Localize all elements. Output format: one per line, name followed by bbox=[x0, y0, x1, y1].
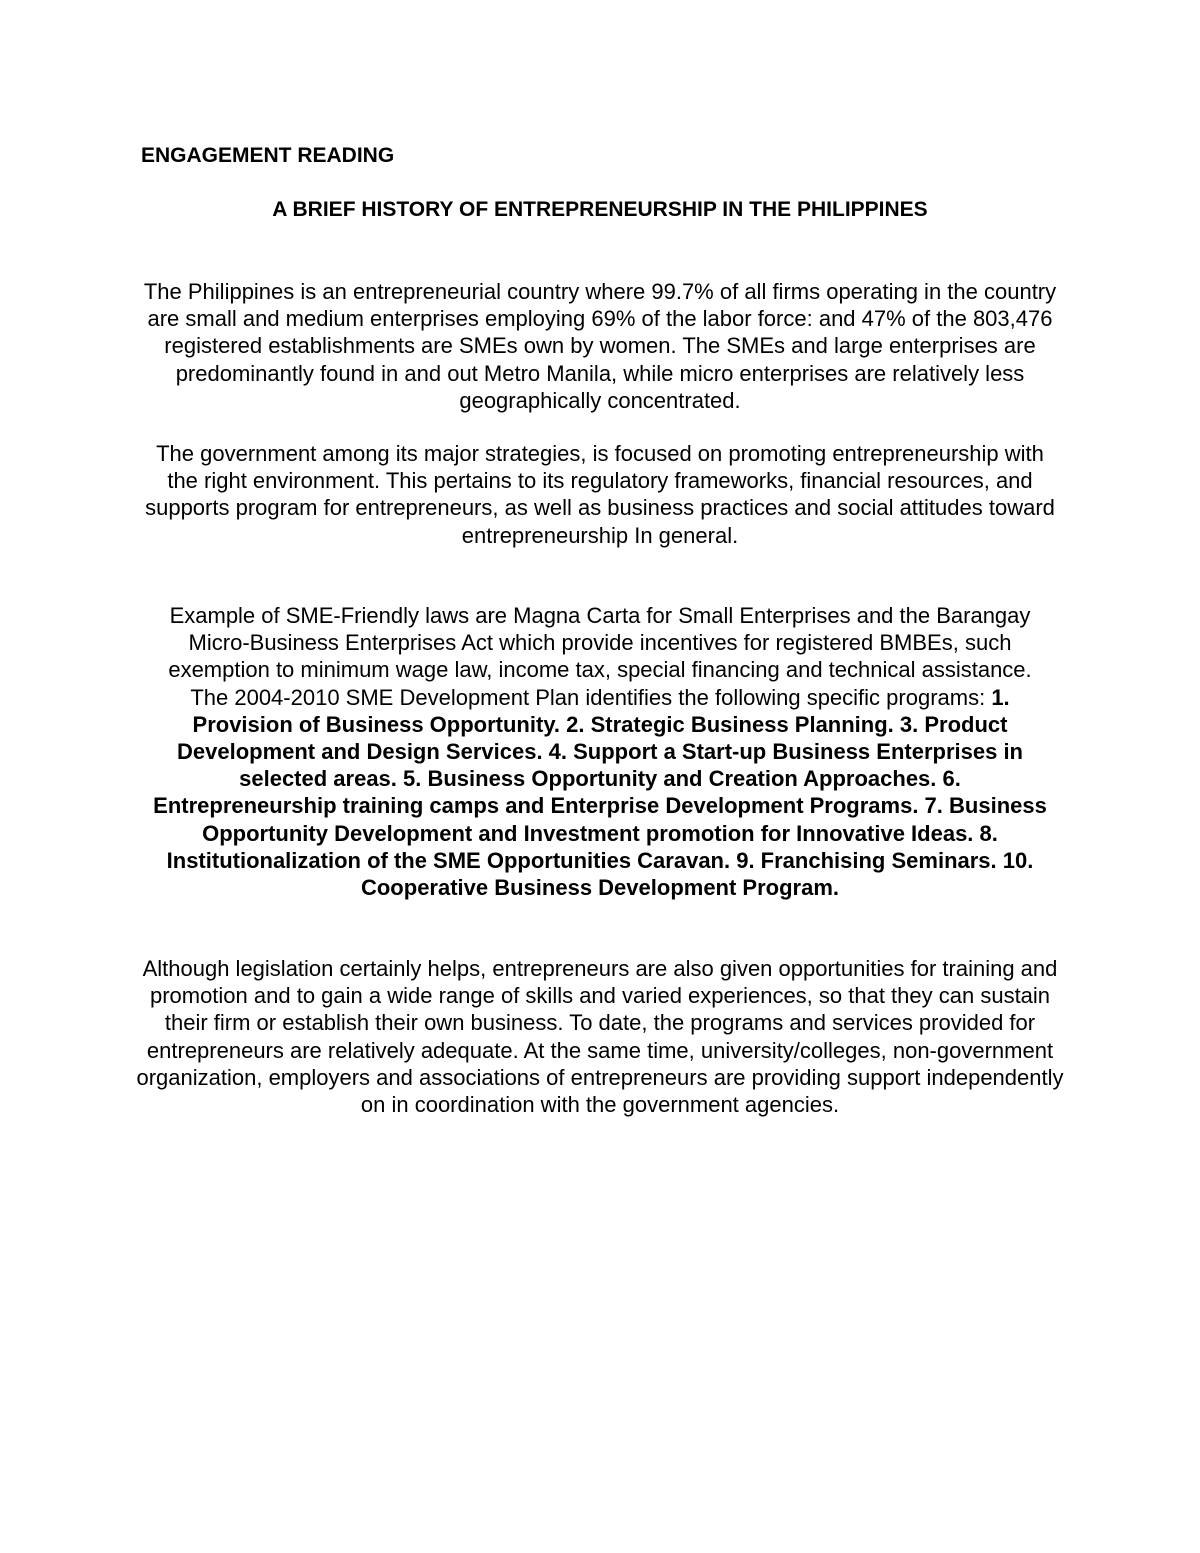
document-title: A BRIEF HISTORY OF ENTREPRENEURSHIP IN THE PHILIPPINES bbox=[272, 198, 928, 221]
paragraph-sme-statistics: The Philippines is an entrepreneurial country where 99.7% of all firms operating in the country are small and medium enterprises employing 69% of the labor force: and 47% of the 803,476 registered establishments are SMEs own by women. The SMEs and large enterprises are predominantly found in and out Metro Manila, while micro enterprises are relatively less geographically concentrated. bbox=[143, 279, 1057, 413]
sme-programs-list-text: 1. Provision of Business Opportunity. 2. Strategic Business Planning. 3. Product Development and Design Services. 4. Support a Start-up Business Enterprises in selected areas. 5. Business Opportunity and Creation Approaches. 6. Entrepreneurship training camps and Enterprise Development Programs. 7. Business Opportunity Development and Investment promotion for Innovative Ideas. 8. Institutionalization of the SME Opportunities Caravan. 9. Franchising Seminars. 10. Cooperative Business Development Program. bbox=[153, 684, 1047, 901]
paragraph-government-strategies: The government among its major strategies, is focused on promoting entrepreneurship with the right environment. This pertains to its regulatory frameworks, financial resources, and supports program for entrepreneurs, as well as business practices and social attitudes toward entrepreneurship In general. bbox=[145, 441, 1055, 548]
paragraph-legislation-support: Although legislation certainly helps, entrepreneurs are also given opportunities for training and promotion and to gain a wide range of skills and varied experiences, so that they can sustain their firm or establish their own business. To date, the programs and services provided for entrepreneurs are relatively adequate. At the same time, university/colleges, non-government organization, employers and associations of entrepreneurs are providing support independently on in coordination with the government agencies. bbox=[136, 956, 1064, 1118]
paragraph-sme-laws bbox=[150, 602, 1050, 901]
sme-laws-intro-text: Example of SME-Friendly laws are Magna Carta for Small Enterprises and the Barangay Micro-Business Enterprises Act which provide incentives for registered BMBEs, such exemption to minimum wage law, income tax, special financing and technical assistance. The 2004-2010 SME Development Plan identifies the following specific programs: bbox=[168, 603, 1032, 710]
document-heading: ENGAGEMENT READING bbox=[141, 144, 395, 167]
